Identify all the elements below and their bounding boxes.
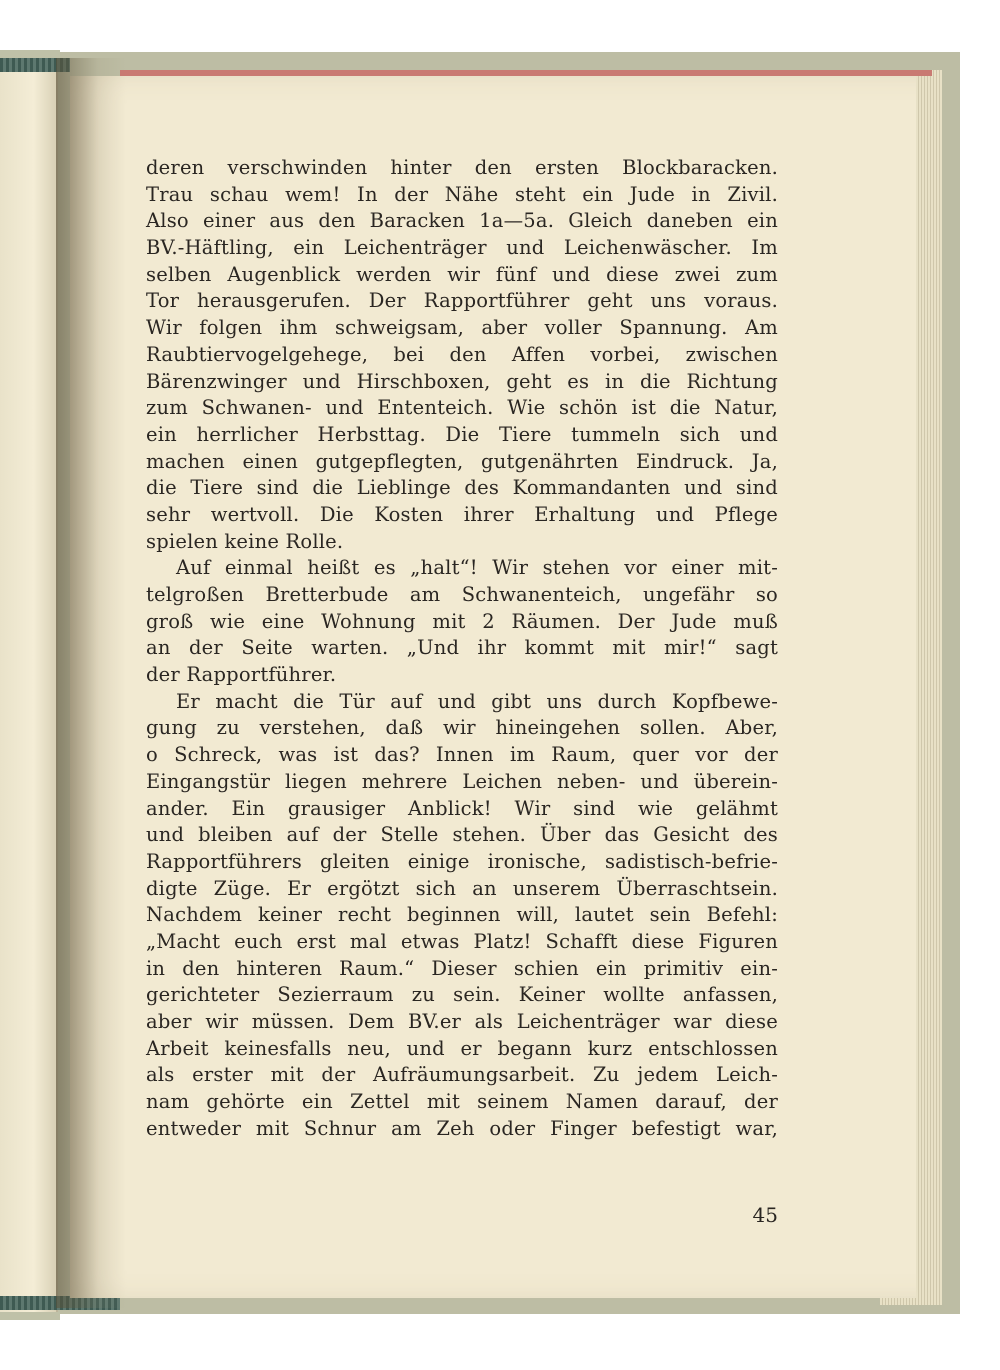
text-line: „Macht euch erst mal etwas Platz! Schafft diese Figuren	[146, 929, 778, 953]
left-page-edge	[0, 62, 58, 1312]
text-line: die Tiere sind die Lieblinge des Kommandanten und sind	[146, 476, 778, 500]
text-line: Auf einmal heißt es „halt“! Wir stehen vor einer mit-	[176, 556, 778, 580]
text-line: telgroßen Bretterbude am Schwanenteich, ungefähr so	[146, 583, 778, 606]
text-line: Raubtiervogelgehege, bei den Affen vorbei, zwischen	[146, 342, 778, 366]
text-line: digte Züge. Er ergötzt sich an unserem Überraschtsein.	[146, 876, 778, 900]
text-line: spielen keine Rolle.	[146, 529, 344, 553]
text-line: in den hinteren Raum.“ Dieser schien ein primitiv ein-	[146, 956, 778, 980]
page-number: 45	[752, 1203, 778, 1227]
text-line: Bärenzwinger und Hirschboxen, geht es in die Richtung	[146, 369, 778, 393]
text-line: entweder mit Schnur am Zeh oder Finger befestigt war,	[146, 1116, 778, 1140]
text-line: gung zu verstehen, daß wir hineingehen sollen. Aber,	[146, 716, 778, 740]
text-line: an der Seite warten. „Und ihr kommt mit mir!“ sagt	[146, 636, 778, 660]
text-line: Wir folgen ihm schweigsam, aber voller Spannung. Am	[146, 316, 778, 340]
text-line: sehr wertvoll. Die Kosten ihrer Erhaltung und Pflege	[146, 502, 778, 526]
text-line: selben Augenblick werden wir fünf und diese zwei zum	[146, 262, 778, 286]
text-line: als erster mit der Aufräumungsarbeit. Zu jedem Leich-	[146, 1063, 778, 1087]
text-line: der Rapportführer.	[146, 663, 337, 687]
text-line: groß wie eine Wohnung mit 2 Räumen. Der Jude muß	[146, 609, 778, 633]
text-line: nam gehörte ein Zettel mit seinem Namen darauf, der	[146, 1090, 778, 1114]
text-line: Rapportführers gleiten einige ironische, sadistisch-befrie-	[146, 849, 778, 873]
text-line: zum Schwanen- und Ententeich. Wie schön ist die Natur,	[146, 396, 778, 420]
text-line: deren verschwinden hinter den ersten Blockbaracken.	[146, 156, 778, 179]
text-line: Trau schau wem! In der Nähe steht ein Jude in Zivil.	[146, 182, 778, 206]
text-line: machen einen gutgepflegten, gutgenährten Eindruck. Ja,	[146, 449, 778, 473]
gutter-shadow	[56, 58, 126, 1308]
text-line: Tor herausgerufen. Der Rapportführer geht uns voraus.	[146, 289, 778, 313]
text-line: o Schreck, was ist das? Innen im Raum, quer vor der	[146, 743, 778, 767]
text-line: Er macht die Tür auf und gibt uns durch Kopfbewe-	[176, 689, 778, 713]
text-line: gerichteter Sezierraum zu sein. Keiner wollte anfassen,	[146, 983, 778, 1007]
text-line: BV.-Häftling, ein Leichenträger und Leichenwäscher. Im	[146, 236, 778, 260]
text-line: aber wir müssen. Dem BV.er als Leichenträger war diese	[146, 1010, 778, 1033]
text-line: Eingangstür liegen mehrere Leichen neben- und überein-	[146, 769, 778, 793]
text-line: Nachdem keiner recht beginnen will, lautet sein Befehl:	[146, 903, 778, 927]
text-line: Arbeit keinesfalls neu, und er begann kurz entschlossen	[146, 1036, 778, 1060]
text-line: ander. Ein grausiger Anblick! Wir sind wie gelähmt	[146, 796, 778, 820]
text-line: ein herrlicher Herbsttag. Die Tiere tummeln sich und	[146, 422, 778, 446]
text-line: Also einer aus den Baracken 1a—5a. Gleich daneben ein	[146, 209, 778, 233]
text-line: und bleiben auf der Stelle stehen. Über das Gesicht des	[146, 823, 778, 847]
body-text	[146, 155, 778, 1142]
